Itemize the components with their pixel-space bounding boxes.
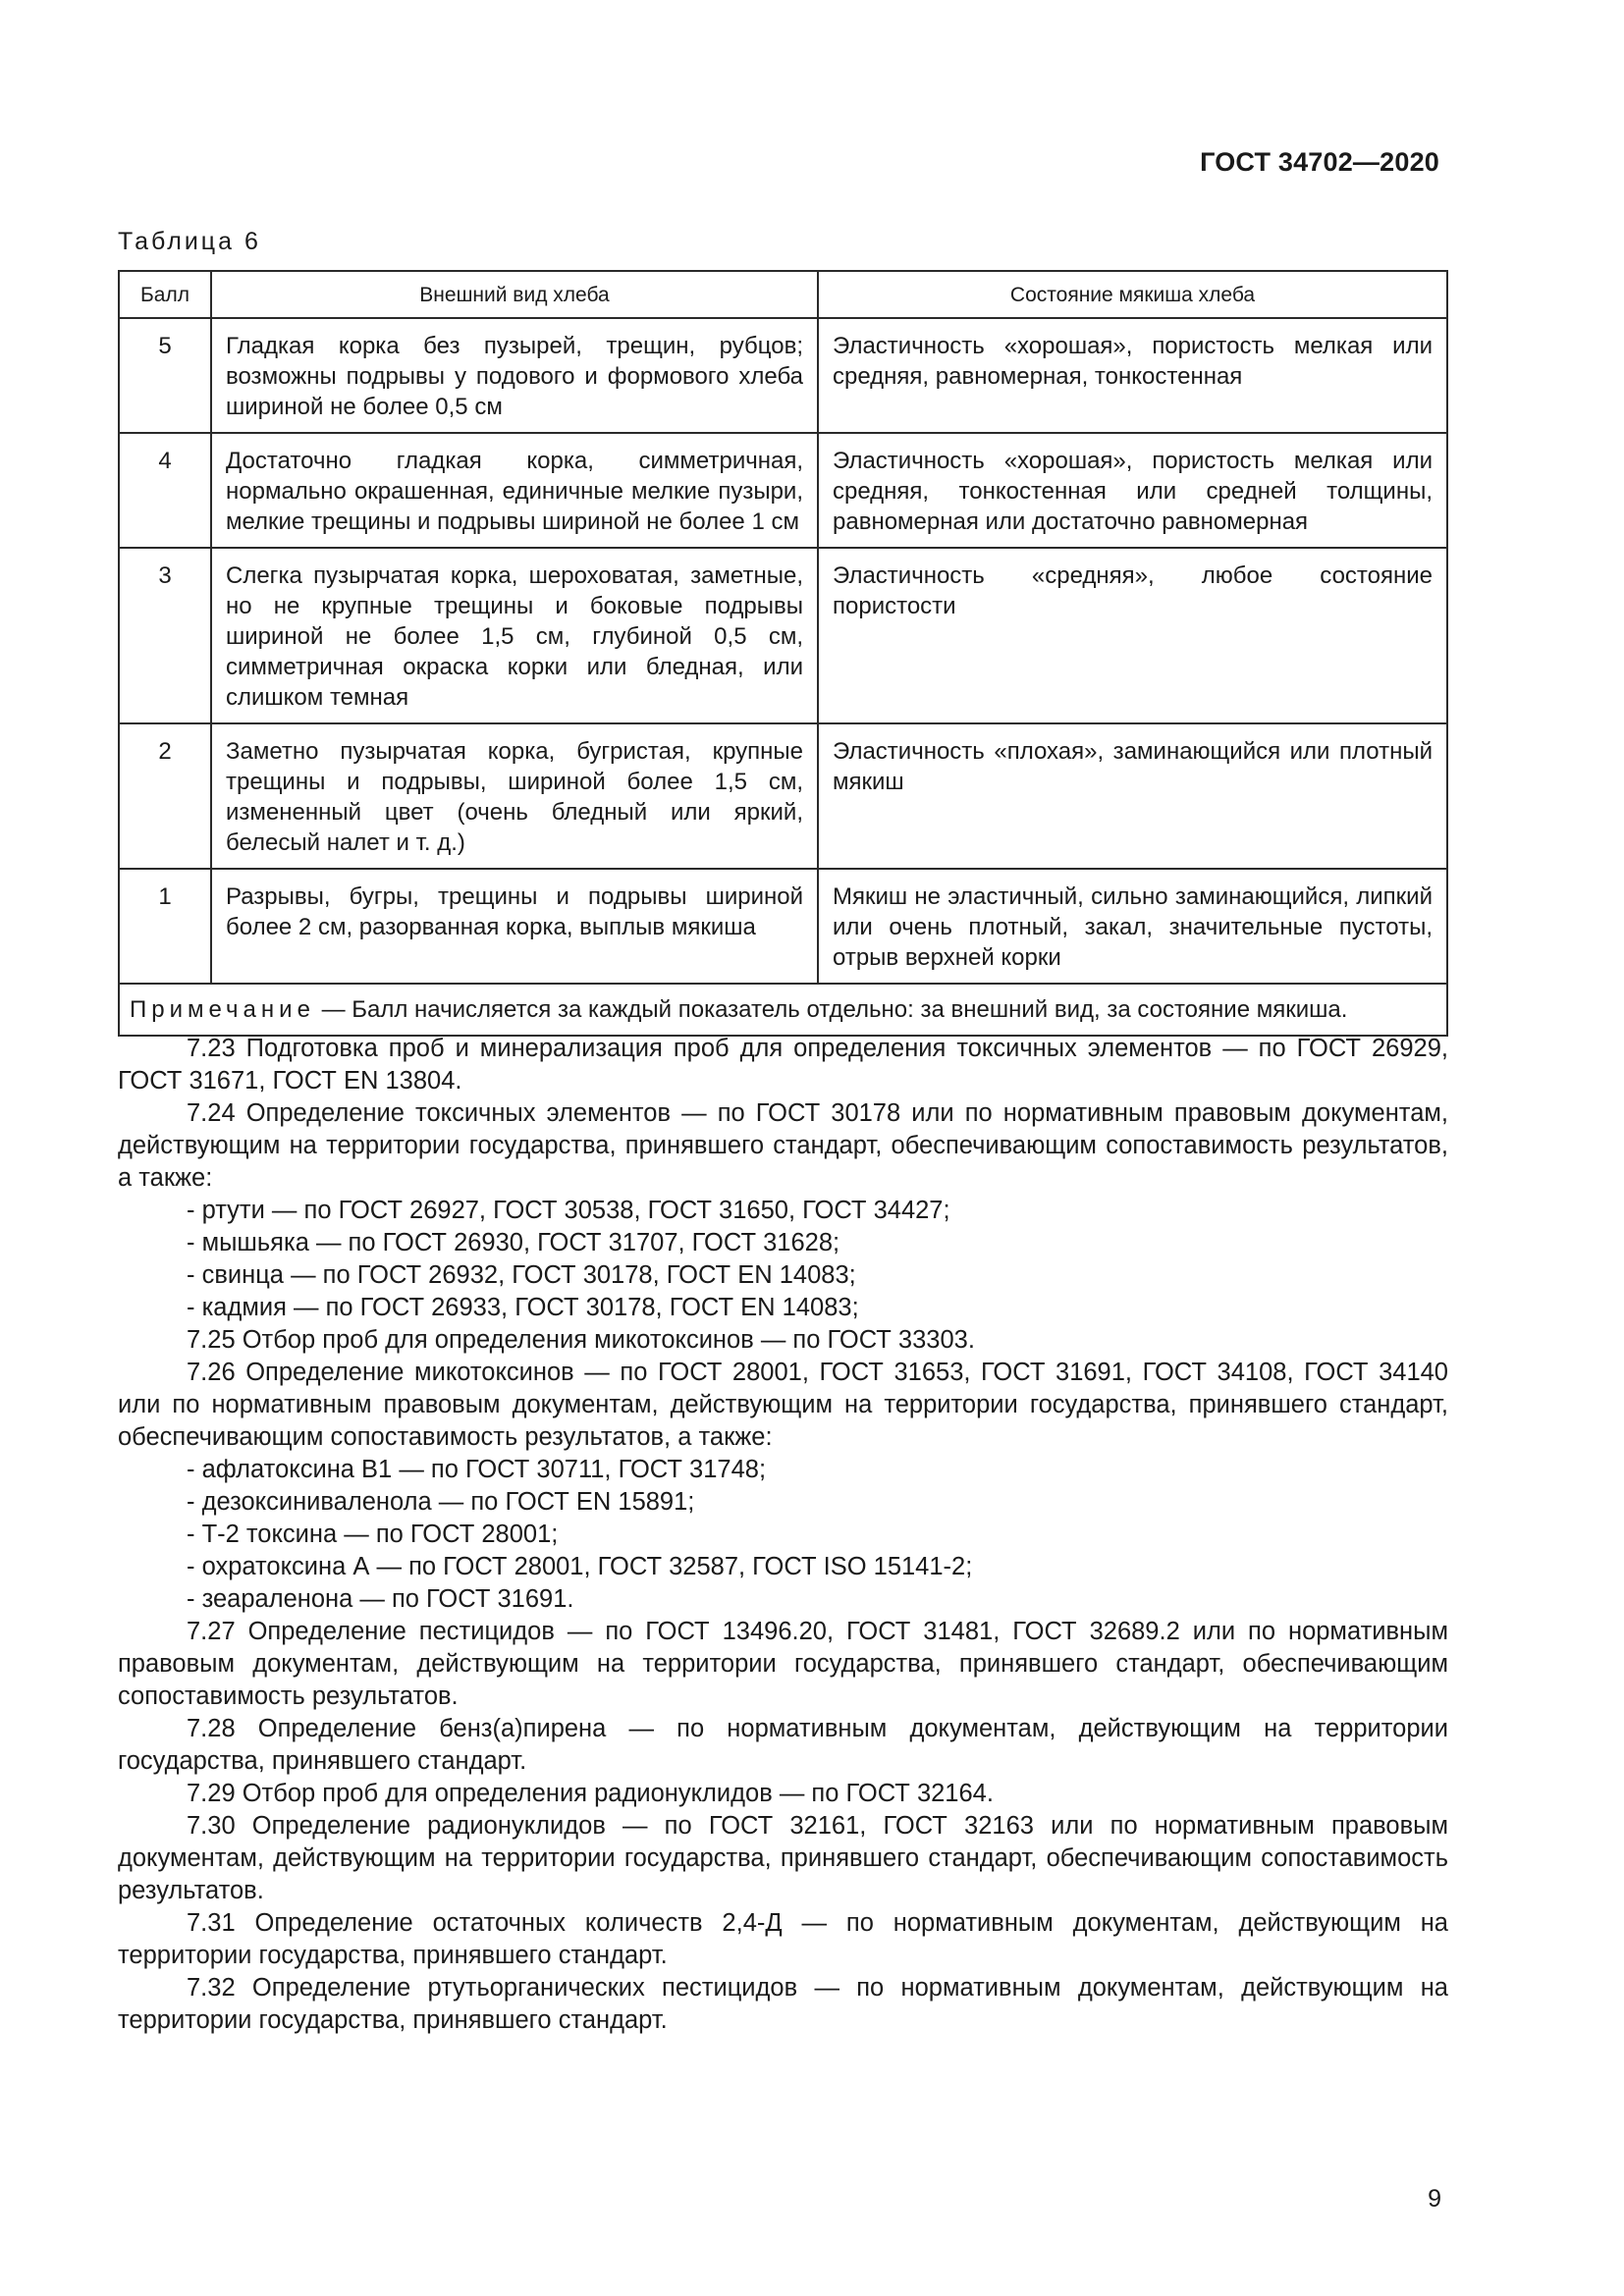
- table-row: [119, 723, 1447, 869]
- paragraph: 7.24 Определение токсичных элементов — по ГОСТ 30178 или по нормативным правовым документам, действующим на территории государства, принявшего стандарт, обеспечивающим сопоставимость результатов, а также:: [118, 1099, 1448, 1192]
- score-cell: 1: [119, 869, 211, 984]
- list-item: - зеараленона — по ГОСТ 31691.: [187, 1585, 574, 1613]
- paragraph: 7.31 Определение остаточных количеств 2,4-Д — по нормативным документам, действующим на территории государства, принявшего стандарт.: [118, 1909, 1448, 1969]
- list-item: - афлатоксина B1 — по ГОСТ 30711, ГОСТ 31748;: [187, 1456, 767, 1483]
- appearance-cell: Разрывы, бугры, трещины и подрывы шириной более 2 см, разорванная корка, выплыв мякиша: [211, 869, 818, 984]
- note-label: Примечание: [130, 996, 315, 1023]
- crumb-cell: Эластичность «плохая», заминающийся или плотный мякиш: [818, 723, 1447, 869]
- crumb-cell: Мякиш не эластичный, сильно заминающийся, липкий или очень плотный, закал, значительные пустоты, отрыв верхней корки: [818, 869, 1447, 984]
- score-cell: 3: [119, 548, 211, 723]
- paragraph: 7.25 Отбор проб для определения микотоксинов — по ГОСТ 33303.: [187, 1326, 975, 1354]
- appearance-cell: Достаточно гладкая корка, симметричная, нормально окрашенная, единичные мелкие пузыри, мелкие трещины и подрывы шириной не более 1 см: [211, 433, 818, 548]
- page-number: 9: [1428, 2185, 1441, 2213]
- crumb-cell: Эластичность «хорошая», пористость мелкая или средняя, равномерная, тонкостенная: [818, 318, 1447, 433]
- column-header-appearance: Внешний вид хлеба: [211, 271, 818, 318]
- crumb-cell: Эластичность «хорошая», пористость мелкая или средняя, тонкостенная или средней толщины, равномерная или достаточно равномерная: [818, 433, 1447, 548]
- table-note: [119, 984, 1447, 1036]
- column-header-crumb: Состояние мякиша хлеба: [818, 271, 1447, 318]
- table-note-row: [119, 984, 1447, 1036]
- list-item: - ртути — по ГОСТ 26927, ГОСТ 30538, ГОСТ 31650, ГОСТ 34427;: [187, 1197, 950, 1224]
- appearance-cell: Заметно пузырчатая корка, бугристая, крупные трещины и подрывы, шириной более 1,5 см, измененный цвет (очень бледный или яркий, белесый налет и т. д.): [211, 723, 818, 869]
- list-item: - кадмия — по ГОСТ 26933, ГОСТ 30178, ГОСТ EN 14083;: [187, 1294, 859, 1321]
- paragraph: 7.23 Подготовка проб и минерализация проб для определения токсичных элементов — по ГОСТ 26929, ГОСТ 31671, ГОСТ EN 13804.: [118, 1035, 1448, 1095]
- note-text: — Балл начисляется за каждый показатель отдельно: за внешний вид, за состояние мякиша.: [314, 996, 1348, 1023]
- score-cell: 4: [119, 433, 211, 548]
- paragraph: 7.32 Определение ртутьорганических пестицидов — по нормативным документам, действующим на территории государства, принявшего стандарт.: [118, 1974, 1448, 2034]
- body-text: [118, 1033, 1448, 2037]
- list-item: - мышьяка — по ГОСТ 26930, ГОСТ 31707, ГОСТ 31628;: [187, 1229, 840, 1256]
- score-cell: 5: [119, 318, 211, 433]
- paragraph: 7.30 Определение радионуклидов — по ГОСТ 32161, ГОСТ 32163 или по нормативным правовым документам, действующим на территории государства, принявшего стандарт, обеспечивающим сопоставимость результатов.: [118, 1812, 1448, 1904]
- list-item: - дезоксиниваленола — по ГОСТ EN 15891;: [187, 1488, 695, 1516]
- paragraph: 7.28 Определение бенз(а)пирена — по нормативным документам, действующим на территории государства, принявшего стандарт.: [118, 1715, 1448, 1775]
- column-header-score: Балл: [119, 271, 211, 318]
- table-row: [119, 433, 1447, 548]
- list-item: - охратоксина А — по ГОСТ 28001, ГОСТ 32587, ГОСТ ISO 15141-2;: [187, 1553, 973, 1580]
- paragraph: 7.26 Определение микотоксинов — по ГОСТ 28001, ГОСТ 31653, ГОСТ 31691, ГОСТ 34108, ГОСТ 34140 или по нормативным правовым документам, действующим на территории государства, принявшего стандарт, обеспечивающим сопоставимость результатов, а также:: [118, 1359, 1448, 1451]
- appearance-cell: Гладкая корка без пузырей, трещин, рубцов; возможны подрывы у подового и формового хлеба шириной не более 0,5 см: [211, 318, 818, 433]
- score-cell: 2: [119, 723, 211, 869]
- score-table: [118, 270, 1448, 1037]
- paragraph: 7.27 Определение пестицидов — по ГОСТ 13496.20, ГОСТ 31481, ГОСТ 32689.2 или по нормативным правовым документам, действующим на территории государства, принявшего стандарт, обеспечивающим сопоставимость результатов.: [118, 1618, 1448, 1710]
- table-row: [119, 869, 1447, 984]
- appearance-cell: Слегка пузырчатая корка, шероховатая, заметные, но не крупные трещины и боковые подрывы шириной не более 1,5 см, глубиной 0,5 см, симметричная окраска корки или бледная, или слишком темная: [211, 548, 818, 723]
- table-caption: Таблица 6: [118, 228, 261, 255]
- list-item: - Т-2 токсина — по ГОСТ 28001;: [187, 1521, 559, 1548]
- paragraph: 7.29 Отбор проб для определения радионуклидов — по ГОСТ 32164.: [187, 1780, 994, 1807]
- table-row: [119, 318, 1447, 433]
- table-row: [119, 548, 1447, 723]
- crumb-cell: Эластичность «средняя», любое состояние пористости: [818, 548, 1447, 723]
- table-header-row: [119, 271, 1447, 318]
- list-item: - свинца — по ГОСТ 26932, ГОСТ 30178, ГОСТ EN 14083;: [187, 1261, 856, 1289]
- document-header: ГОСТ 34702—2020: [1200, 147, 1439, 177]
